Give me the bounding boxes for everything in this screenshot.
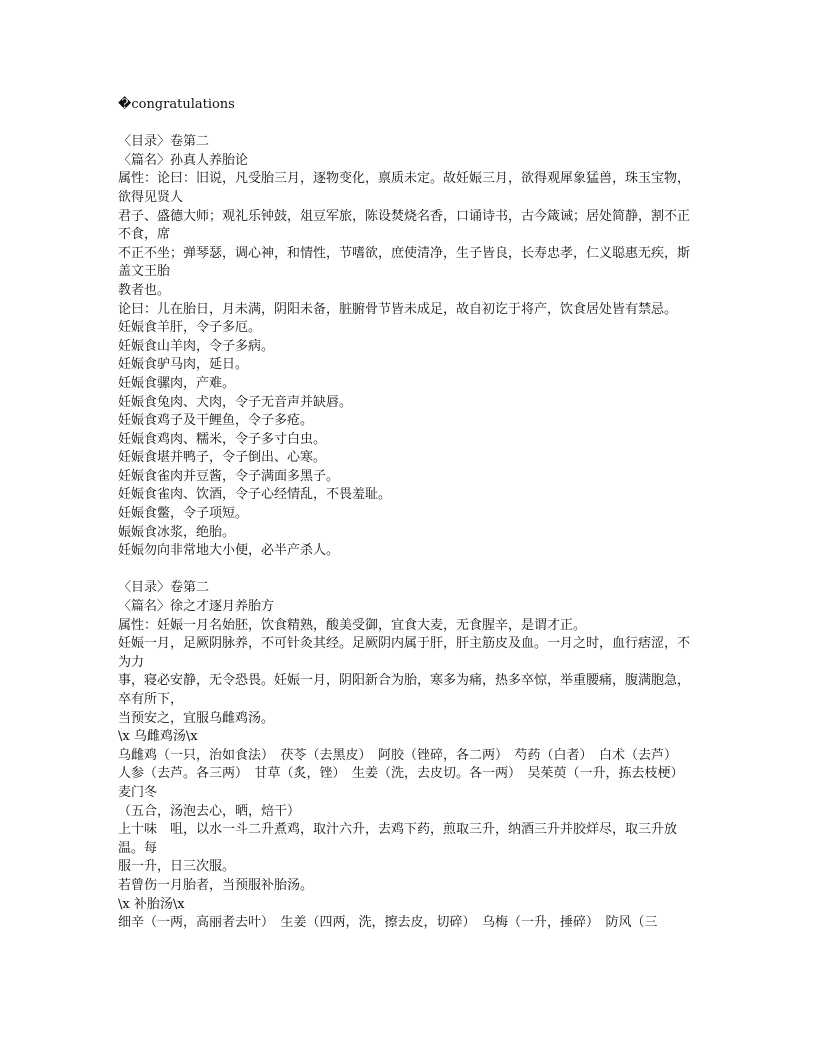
text-line: 妊娠食雀肉并豆酱，令子满面多黑子。: [118, 468, 340, 484]
text-line: 上十味 咀，以水一斗二升煮鸡，取汁六升，去鸡下药，煎取三升，纳酒三升并胶烊尽，取三升放温。每: [118, 822, 678, 856]
text-line: 论曰：儿在胎日，月未满，阴阳未备，脏腑骨节皆未成足，故自初讫于将产，饮食居处皆有禁忌。: [118, 301, 678, 317]
blank-line: [118, 115, 702, 134]
section-2-body: [118, 617, 702, 933]
catalog-line: 〈目录〉卷第二: [118, 580, 210, 596]
text-line: 服一升，日三次服。: [118, 859, 236, 875]
text-line: 妊娠食驴马肉，延日。: [118, 357, 249, 373]
text-line: 当预安之，宜服乌雌鸡汤。: [118, 710, 275, 726]
text-line: 妊娠食鸡肉、糯米，令子多寸白虫。: [118, 431, 327, 447]
text-line: 妊娠食鳖，令子项短。: [118, 506, 249, 522]
chapter-title: 〈篇名〉徐之才逐月养胎方: [118, 599, 275, 615]
text-line: 乌雌鸡（一只，治如食法） 茯苓（去黑皮） 阿胶（锉碎，各二两） 芍药（白者） 白术（去芦）: [118, 747, 678, 763]
recipe-heading: \x 补胎汤\x: [118, 896, 185, 912]
text-line: 妊娠食鸡子及干鲤鱼，令子多疮。: [118, 413, 314, 429]
text-line: 若曾伤一月胎者，当预服补胎汤。: [118, 877, 314, 893]
text-line: 妊娠食山羊肉，令子多病。: [118, 338, 275, 354]
text-line: 人参（去芦。各三两） 甘草（炙，锉） 生姜（洗，去皮切。各一两） 吴茱萸（一升，拣去枝梗） 麦门冬: [118, 766, 691, 800]
text-line: 妊娠食羊肝，令子多厄。: [118, 320, 262, 336]
text-line: 属性：论曰：旧说，凡受胎三月，逐物变化，禀质未定。故妊娠三月，欲得观犀象猛兽，珠玉宝物，欲得见贤人: [118, 171, 691, 205]
text-line: 细辛（一两，高丽者去叶） 生姜（四两，洗，擦去皮，切碎） 乌梅（一升，捶碎） 防风（三: [118, 915, 658, 931]
text-line: 教者也。: [118, 282, 171, 298]
catalog-line: 〈目录〉卷第二: [118, 134, 210, 150]
text-line: （五合，汤泡去心，晒，焙干）: [118, 803, 301, 819]
text-line: 属性：妊娠一月名始胚，饮食精熟，酸美受御，宜食大麦，无食腥辛，是谓才正。: [118, 617, 587, 633]
text-line: 娠娠食冰浆，绝胎。: [118, 524, 236, 540]
document-title: �congratulations: [118, 97, 235, 112]
text-line: 妊娠食兔肉、犬肉，令子无音声并缺唇。: [118, 394, 353, 410]
text-line: 妊娠一月，足厥阴脉养，不可针灸其经。足厥阴内属于肝，肝主筋皮及血。一月之时，血行痞涩，不为力: [118, 636, 691, 670]
text-line: 妊娠食雀肉、饮酒，令子心经情乱，不畏羞耻。: [118, 487, 392, 503]
section-1-body: [118, 170, 702, 560]
text-line: 事，寝必安静，无令恐畏。妊娠一月，阴阳新合为胎，寒多为痛，热多卒惊，举重腰痛，腹满胞急，卒有所下，: [118, 673, 691, 707]
text-line: 妊娠食堪并鸭子，令子倒出、心寒。: [118, 450, 327, 466]
text-line: 不正不坐；弹琴瑟，调心神，和情性，节嗜欲，庶使清净，生子皆良，长寿忠孝，仁义聪惠无疾，斯盖文王胎: [118, 245, 691, 280]
chapter-title: 〈篇名〉孙真人养胎论: [118, 152, 249, 168]
recipe-heading: \x 乌雌鸡汤\x: [118, 729, 198, 745]
text-line: 君子、盛德大师；观礼乐钟鼓，俎豆军旅，陈设焚烧名香，口诵诗书，古今箴诫；居处简静，割不正不食，席: [118, 208, 691, 243]
text-line: 妊娠勿向非常地大小便，必半产杀人。: [118, 543, 340, 559]
document-page: [118, 96, 702, 933]
text-line: 妊娠食骡肉，产难。: [118, 375, 236, 391]
blank-line: [118, 561, 702, 580]
